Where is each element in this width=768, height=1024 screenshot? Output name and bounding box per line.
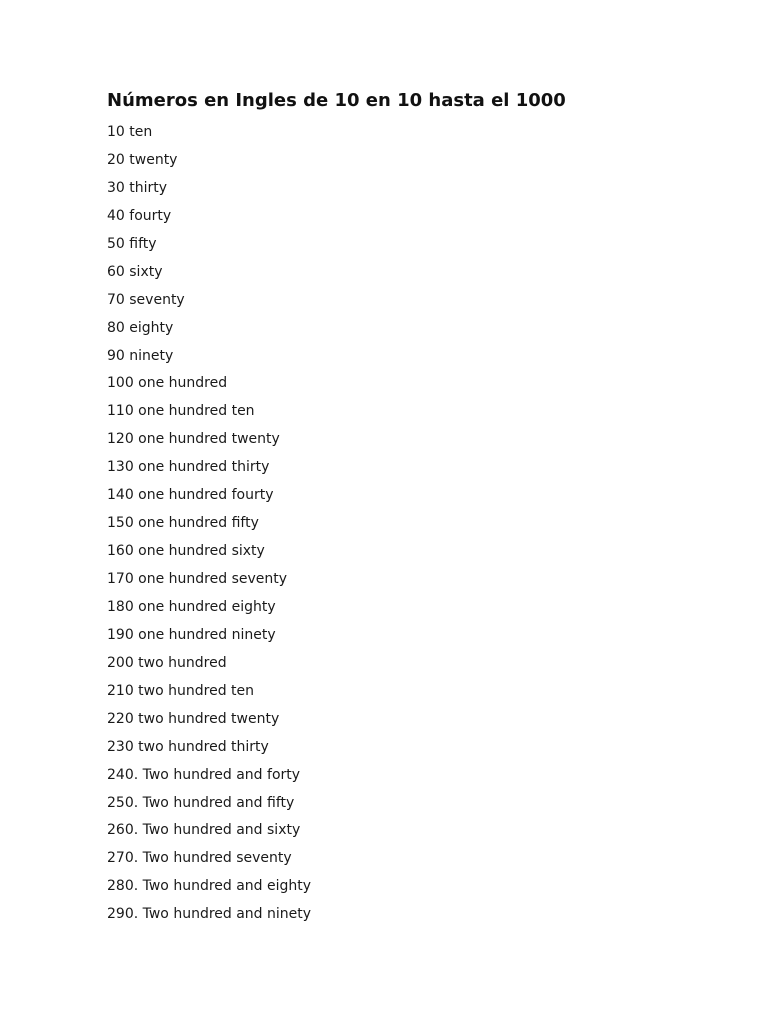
list-item: 160 one hundred sixty: [107, 543, 265, 560]
list-item: 260. Two hundred and sixty: [107, 822, 301, 839]
document-title: Números en Ingles de 10 en 10 hasta el 1000: [107, 90, 566, 111]
list-item: 10 ten: [107, 124, 153, 140]
list-item: 210 two hundred ten: [107, 682, 255, 699]
list-item: 50 fifty: [107, 235, 157, 252]
list-item: 230 two hundred thirty: [107, 738, 269, 755]
list-item: 280. Two hundred and eighty: [107, 878, 312, 895]
list-item: 20 twenty: [107, 151, 178, 168]
list-item: 110 one hundred ten: [107, 403, 255, 420]
list-item: 240. Two hundred and forty: [107, 766, 301, 783]
list-item: 100 one hundred: [107, 375, 228, 392]
list-item: 220 two hundred twenty: [107, 710, 280, 727]
list-item: 30 thirty: [107, 179, 168, 196]
list-item: 80 eighty: [107, 319, 174, 336]
list-item: 60 sixty: [107, 263, 163, 280]
list-item: 170 one hundred seventy: [107, 571, 288, 587]
list-item: 180 one hundred eighty: [107, 598, 276, 615]
list-item: 250. Two hundred and fifty: [107, 794, 295, 811]
list-item: 90 ninety: [107, 347, 174, 364]
list-item: 270. Two hundred seventy: [107, 850, 292, 867]
list-item: 190 one hundred ninety: [107, 626, 276, 643]
list-item: 70 seventy: [107, 291, 185, 308]
number-list: [107, 121, 311, 931]
list-item: 150 one hundred fifty: [107, 515, 259, 532]
list-item: 130 one hundred thirty: [107, 459, 270, 476]
list-item: 290. Two hundred and ninety: [107, 906, 312, 923]
list-item: 200 two hundred: [107, 654, 227, 671]
list-item: 140 one hundred fourty: [107, 487, 274, 504]
list-item: 120 one hundred twenty: [107, 431, 280, 448]
list-item: 40 fourty: [107, 207, 172, 224]
